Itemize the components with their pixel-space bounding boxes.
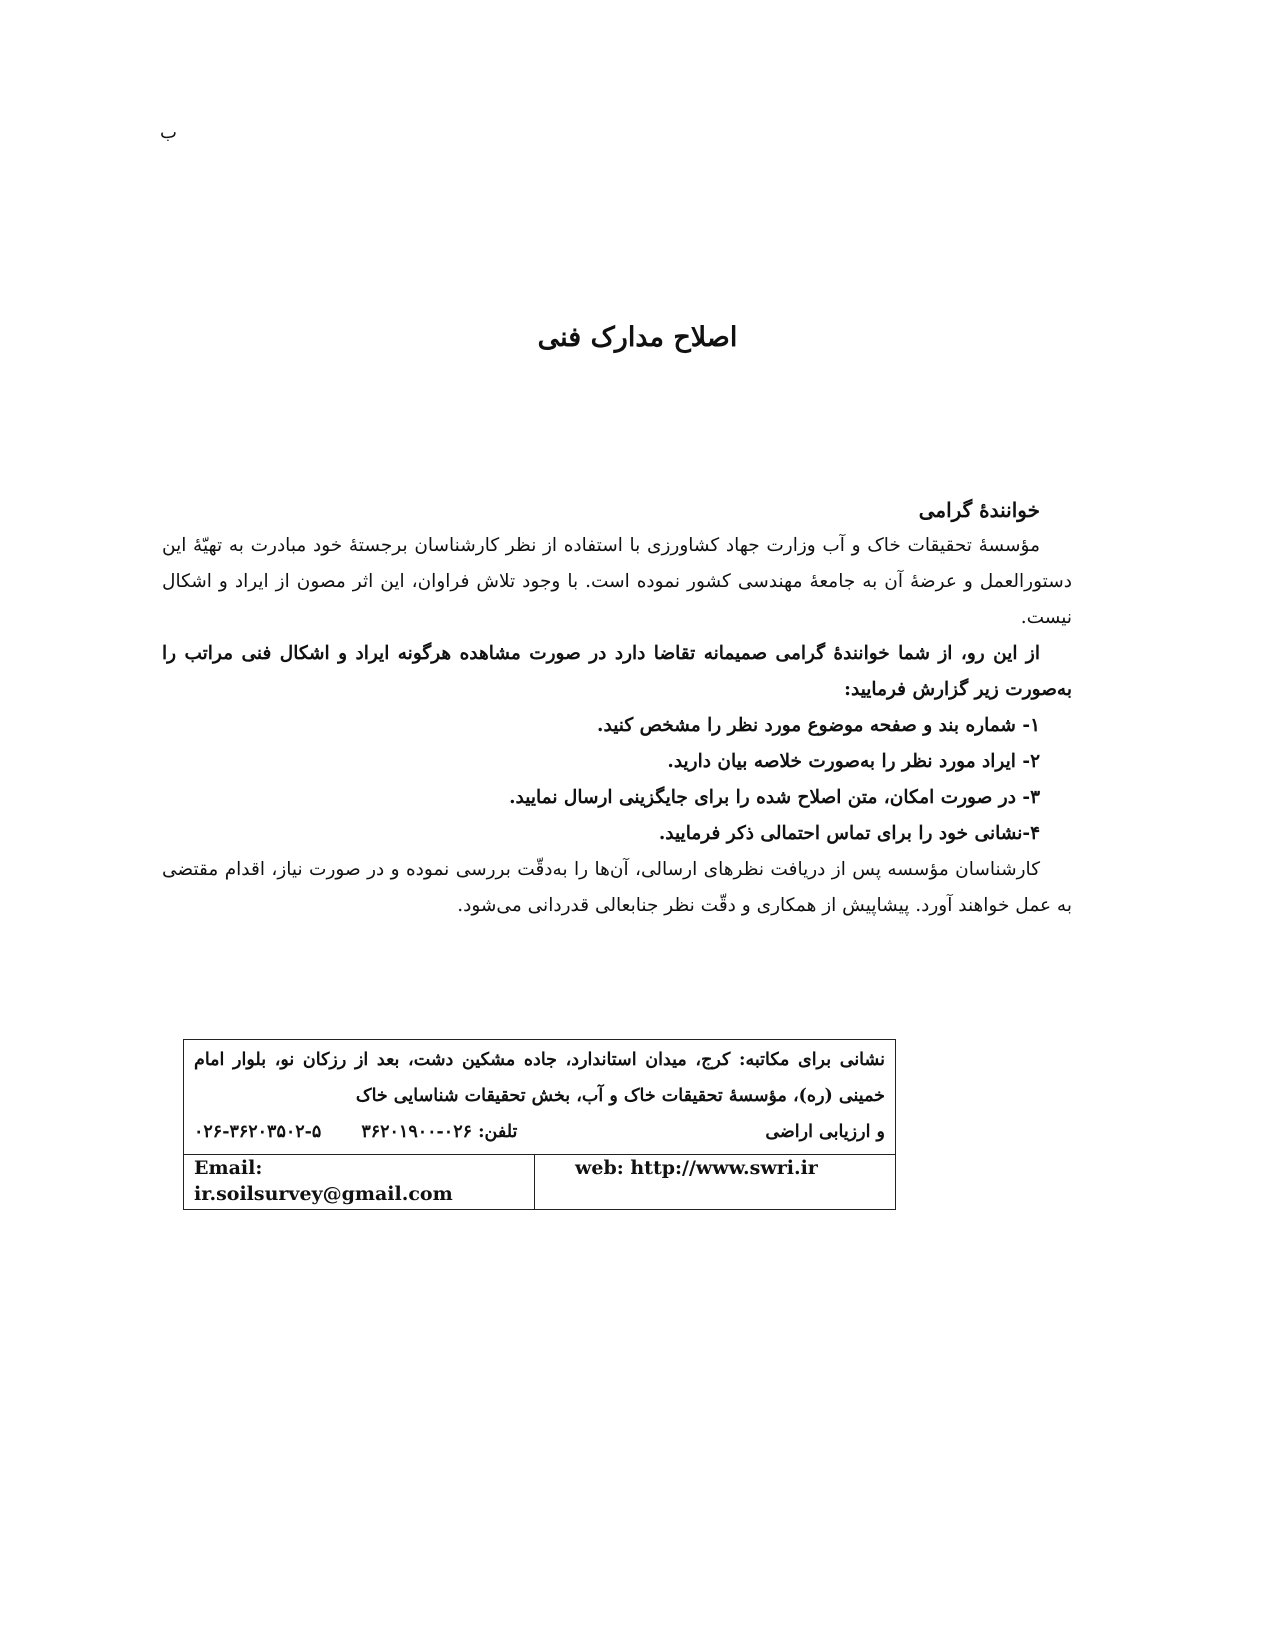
email-label: Email: bbox=[194, 1157, 263, 1179]
phone-group bbox=[194, 1114, 517, 1150]
email-cell bbox=[184, 1155, 535, 1209]
contact-box bbox=[183, 1039, 896, 1210]
paragraph-request: از این رو، از شما خوانندۀ گرامی صمیمانه تقاضا دارد در صورت مشاهده هرگونه ایراد و اشکال فنی مراتب را به‌صورت زیر گزارش فرمایید: bbox=[162, 643, 1072, 700]
list-item: ۲- ایراد مورد نظر را به‌صورت خلاصه بیان دارید. bbox=[667, 751, 1040, 772]
list-item: ۱- شماره بند و صفحه موضوع مورد نظر را مشخص کنید. bbox=[597, 715, 1040, 736]
email-address[interactable]: ir.soilsurvey@gmail.com bbox=[194, 1183, 453, 1205]
list-item: ۳- در صورت امکان، متن اصلاح شده را برای جایگزینی ارسال نمایید. bbox=[509, 787, 1040, 808]
paragraph-intro: مؤسسۀ تحقیقات خاک و آب وزارت جهاد کشاورزی با استفاده از نظر کارشناسان برجستۀ خود مبادرت به تهیّۀ این دستورالعمل و عرضۀ آن به جامعۀ مهندسی کشور نموده است. با وجود تلاش فراوان، این اثر مصون از ایراد و اشکال نیست. bbox=[162, 535, 1072, 628]
web-link[interactable]: web: http://www.swri.ir bbox=[575, 1157, 818, 1179]
list-item: ۴-نشانی خود را برای تماس احتمالی ذکر فرمایید. bbox=[658, 823, 1040, 844]
page-title: اصلاح مدارک فنی bbox=[537, 322, 738, 353]
address-end: و ارزیابی اراضی bbox=[765, 1122, 885, 1142]
phone-line bbox=[194, 1114, 885, 1150]
paragraph-closing: کارشناسان مؤسسه پس از دریافت نظرهای ارسالی، آن‌ها را به‌دقّت بررسی نموده و در صورت نیاز، اقدام مقتضی به عمل خواهند آورد. پیشاپیش از همکاری و دقّت نظر جنابعالی قدردانی می‌شود. bbox=[162, 859, 1072, 916]
greeting: خوانندۀ گرامی bbox=[918, 498, 1040, 522]
address-text: نشانی برای مکاتبه: کرج، میدان استاندارد، جاده مشکین دشت، بعد از رزکان نو، بلوار امام خمینی (ره)، مؤسسۀ تحقیقات خاک و آب، بخش تحقیقات شناسایی خاک bbox=[194, 1050, 885, 1106]
page-letter: ب bbox=[160, 122, 177, 143]
phone-number-2: ۰۲۶-۳۶۲۰۳۵۰۲-۵ bbox=[194, 1122, 322, 1142]
contact-links bbox=[184, 1154, 895, 1209]
contact-address bbox=[184, 1040, 895, 1154]
document-body bbox=[162, 492, 1072, 924]
phone-number-1: ۰۲۶-۳۶۲۰۱۹۰۰ bbox=[361, 1122, 472, 1142]
phone-label: تلفن: bbox=[478, 1122, 518, 1142]
